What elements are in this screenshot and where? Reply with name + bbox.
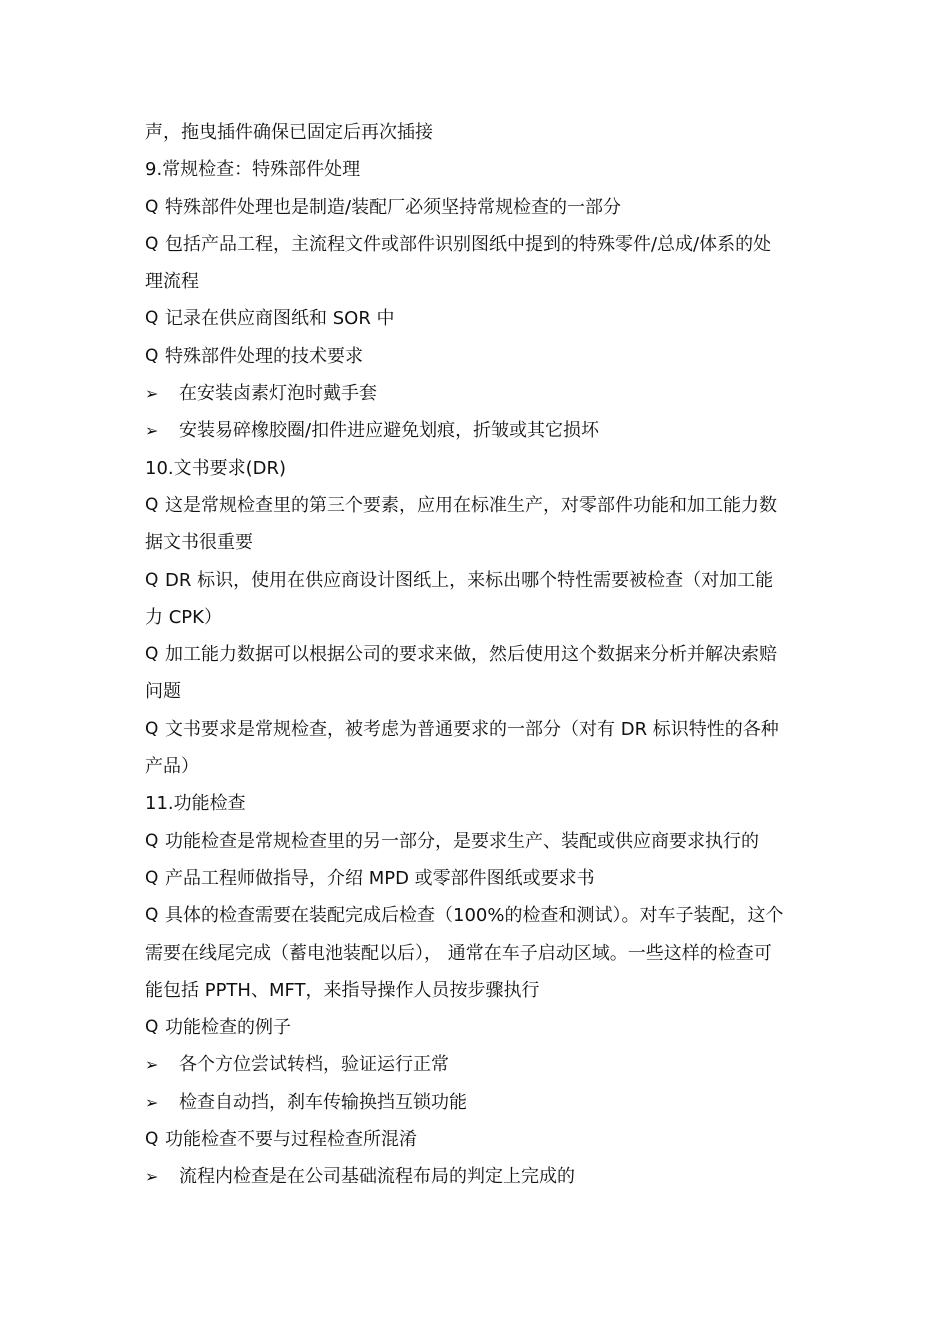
- line-text: 10.文书要求(DR): [145, 457, 287, 479]
- line-text: 各个方位尝试转档，验证运行正常: [179, 1054, 449, 1076]
- line-text: 在安装卤素灯泡时戴手套: [179, 383, 377, 405]
- q-bullet-icon: Ԛ: [145, 1017, 159, 1038]
- document-line: [145, 897, 810, 934]
- line-text: 这是常规检查里的第三个要素，应用在标准生产，对零部件功能和加工能力数: [165, 494, 777, 516]
- arrow-bullet-icon: ➢: [145, 1167, 159, 1187]
- q-bullet-icon: Ԛ: [145, 308, 159, 329]
- q-bullet-icon: Ԛ: [145, 569, 159, 590]
- document-line: [145, 450, 810, 487]
- document-line: [145, 151, 810, 188]
- line-text: 功能检查不要与过程检查所混淆: [165, 1129, 417, 1151]
- document-line: [145, 823, 810, 860]
- document-line: [145, 972, 810, 1009]
- document-line: [145, 1009, 810, 1046]
- q-bullet-icon: Ԛ: [145, 345, 159, 366]
- document-line: [145, 524, 810, 561]
- line-text: 具体的检查需要在装配完成后检查（100%的检查和测试）。对车子装配，这个: [165, 905, 784, 927]
- document-line: [145, 935, 810, 972]
- line-text: 记录在供应商图纸和 SOR 中: [165, 308, 395, 330]
- document-line: [145, 785, 810, 822]
- document-body: [145, 114, 810, 1196]
- line-text: 特殊部件处理也是制造/装配厂必须坚持常规检查的一部分: [165, 196, 622, 218]
- q-bullet-icon: Ԛ: [145, 905, 159, 926]
- document-line: [145, 189, 810, 226]
- document-line: [145, 562, 810, 599]
- line-text: 能包括 PPTH、MFT，来指导操作人员按步骤执行: [145, 979, 540, 1001]
- line-text: 安装易碎橡胶圈/扣件进应避免划痕，折皱或其它损坏: [179, 420, 600, 442]
- document-line: [145, 263, 810, 300]
- q-bullet-icon: Ԛ: [145, 644, 159, 665]
- line-text: 产品工程师做指导，介绍 MPD 或零部件图纸或要求书: [165, 867, 595, 889]
- line-text: 产品）: [145, 756, 199, 778]
- line-text: DR 标识，使用在供应商设计图纸上，来标出哪个特性需要被检查（对加工能: [165, 569, 774, 591]
- document-line: [145, 375, 810, 412]
- q-bullet-icon: Ԛ: [145, 830, 159, 851]
- arrow-bullet-icon: ➢: [145, 1055, 159, 1075]
- q-bullet-icon: Ԛ: [145, 718, 159, 739]
- line-text: 力 CPK）: [145, 606, 222, 628]
- document-line: [145, 1158, 810, 1195]
- document-line: [145, 1046, 810, 1083]
- line-text: 9.常规检查：特殊部件处理: [145, 159, 361, 181]
- line-text: 声，拖曳插件确保已固定后再次插接: [145, 122, 433, 143]
- q-bullet-icon: Ԛ: [145, 196, 159, 217]
- document-line: [145, 1084, 810, 1121]
- line-text: 功能检查的例子: [165, 1017, 291, 1039]
- document-line: [145, 114, 810, 151]
- document-line: [145, 673, 810, 710]
- q-bullet-icon: Ԛ: [145, 233, 159, 254]
- document-line: [145, 226, 810, 263]
- document-line: [145, 599, 810, 636]
- document-line: [145, 636, 810, 673]
- document-line: [145, 860, 810, 897]
- line-text: 问题: [145, 681, 181, 703]
- arrow-bullet-icon: ➢: [145, 421, 159, 441]
- document-line: [145, 300, 810, 337]
- line-text: 特殊部件处理的技术要求: [165, 345, 363, 367]
- line-text: 理流程: [145, 271, 199, 293]
- document-line: [145, 1121, 810, 1158]
- line-text: 包括产品工程，主流程文件或部件识别图纸中提到的特殊零件/总成/体系的处: [165, 233, 772, 255]
- line-text: 流程内检查是在公司基础流程布局的判定上完成的: [179, 1166, 575, 1188]
- document-line: [145, 748, 810, 785]
- arrow-bullet-icon: ➢: [145, 384, 159, 404]
- document-line: [145, 711, 810, 748]
- line-text: 11.功能检查: [145, 793, 246, 815]
- arrow-bullet-icon: ➢: [145, 1092, 159, 1112]
- line-text: 据文书很重要: [145, 532, 253, 554]
- line-text: 功能检查是常规检查里的另一部分，是要求生产、装配或供应商要求执行的: [165, 830, 759, 852]
- q-bullet-icon: Ԛ: [145, 1129, 159, 1150]
- q-bullet-icon: Ԛ: [145, 494, 159, 515]
- q-bullet-icon: Ԛ: [145, 867, 159, 888]
- line-text: 检查自动挡，刹车传输换挡互锁功能: [179, 1091, 467, 1113]
- document-line: [145, 338, 810, 375]
- document-line: [145, 487, 810, 524]
- line-text: 文书要求是常规检查，被考虑为普通要求的一部分（对有 DR 标识特性的各种: [165, 718, 779, 740]
- line-text: 需要在线尾完成（蓄电池装配以后）， 通常在车子启动区域。一些这样的检查可: [145, 942, 772, 964]
- document-line: [145, 412, 810, 449]
- line-text: 加工能力数据可以根据公司的要求来做，然后使用这个数据来分析并解决索赔: [165, 644, 777, 666]
